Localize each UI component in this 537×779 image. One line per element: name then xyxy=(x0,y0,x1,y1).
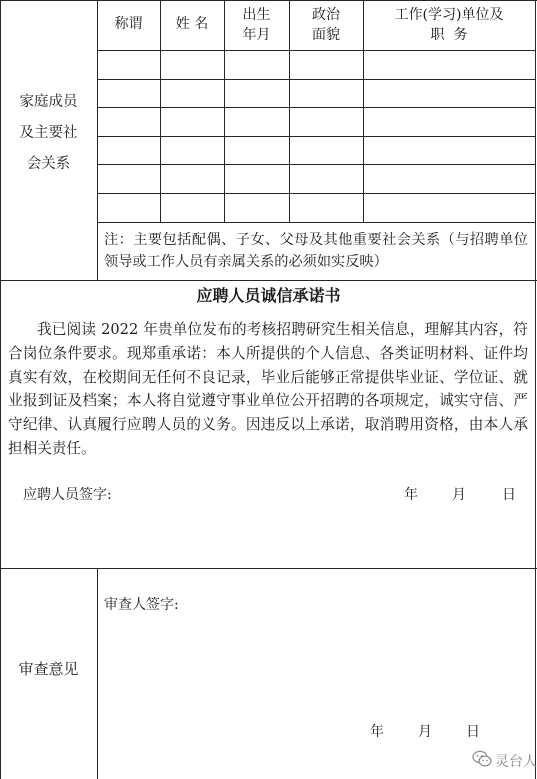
family-section-label-line2: 及主要社 xyxy=(19,125,78,141)
table-right-border xyxy=(535,0,536,779)
pledge-title: 应聘人员诚信承诺书 xyxy=(196,286,341,305)
row-divider xyxy=(97,107,535,108)
column-header-workplace-line1: 工作(学习)单位及 xyxy=(394,7,504,23)
applicant-date-day: 日 xyxy=(502,487,516,503)
applicant-date-month: 月 xyxy=(452,487,466,503)
family-section-label xyxy=(0,87,97,180)
review-date-day: 日 xyxy=(466,724,480,740)
row-divider xyxy=(97,136,535,137)
column-header-political-status xyxy=(289,5,363,45)
row-divider xyxy=(97,222,535,223)
family-section-label-line3: 会关系 xyxy=(26,156,71,172)
review-top-border xyxy=(0,568,537,569)
applicant-signature-label: 应聘人员签字: xyxy=(23,487,112,503)
section-divider xyxy=(97,0,98,280)
row-divider xyxy=(97,79,535,80)
applicant-date-year: 年 xyxy=(404,487,418,503)
review-label: 审查意见 xyxy=(18,660,79,678)
reviewer-signature-label: 审查人签字: xyxy=(104,597,179,613)
review-date-month: 月 xyxy=(418,724,432,740)
review-divider xyxy=(97,568,98,779)
watermark xyxy=(472,748,537,774)
pledge-top-border xyxy=(0,280,537,281)
column-header-birth-date-line2: 年月 xyxy=(242,27,271,43)
table-top-border xyxy=(0,0,537,1)
review-date-year: 年 xyxy=(370,724,384,740)
family-section-label-line1: 家庭成员 xyxy=(19,94,78,110)
watermark-text: 灵台人 xyxy=(495,754,537,770)
row-divider xyxy=(97,193,535,194)
column-header-political-status-line1: 政治 xyxy=(312,7,340,23)
column-header-name: 姓 名 xyxy=(175,16,209,32)
column-header-workplace-line2: 职 务 xyxy=(430,27,468,43)
column-header-political-status-line2: 面貌 xyxy=(312,27,340,43)
family-note: 注：主要包括配偶、子女、父母及其他重要社会关系（与招聘单位领导或工作人员有亲属关系的必须如实反映） xyxy=(104,232,528,270)
row-divider xyxy=(97,50,535,51)
column-header-workplace xyxy=(363,5,535,45)
row-divider xyxy=(97,164,535,165)
column-header-relation: 称谓 xyxy=(114,16,143,32)
wechat-icon xyxy=(472,750,492,772)
column-header-birth-date xyxy=(224,5,289,45)
pledge-body: 我已阅读 2022 年贵单位发布的考核招聘研究生相关信息，理解其内容，符合岗位条件要求。现郑重承诺：本人所提供的个人信息、各类证明材料、证件均真实有效，在校期间无任何不良记录，毕业后能够正常提供毕业证、学位证、就业报到证及档案；本人将自觉遵守事业单位公开招聘的各项规定，诚实守信、严守纪律、认真履行应聘人员的义务。因违反以上承诺，取消聘用资格，由本人承担相关责任。 xyxy=(8,321,528,457)
column-header-birth-date-line1: 出生 xyxy=(242,7,271,23)
